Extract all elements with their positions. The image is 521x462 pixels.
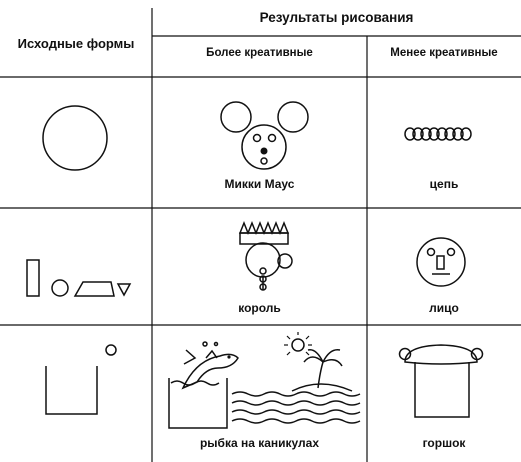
label-king: король bbox=[238, 301, 281, 315]
label-pot: горшок bbox=[422, 436, 466, 450]
header-source-shapes: Исходные формы bbox=[17, 36, 135, 51]
label-mickey-mouse: Микки Маус bbox=[224, 177, 295, 191]
header-more-creative: Более креативные bbox=[206, 47, 313, 59]
label-face: лицо bbox=[429, 301, 459, 315]
header-less-creative: Менее креативные bbox=[390, 47, 498, 59]
label-chain: цепь bbox=[429, 177, 459, 191]
header-drawing-results: Результаты рисования bbox=[259, 10, 414, 25]
label-fish-on-vacation: рыбка на каникулах bbox=[199, 436, 320, 450]
